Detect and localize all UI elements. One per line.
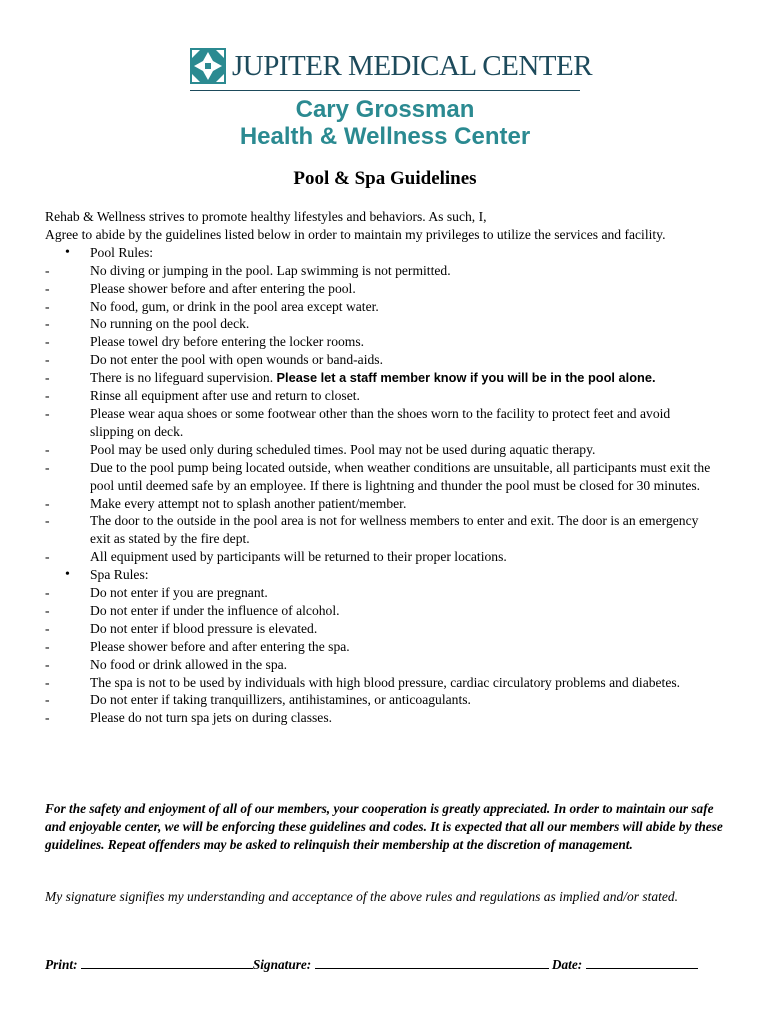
date-field[interactable] [586, 956, 698, 969]
print-field[interactable] [81, 956, 253, 969]
list-item [45, 656, 717, 674]
rule-text: Please wear aqua shoes or some footwear other than the shoes worn to the facility to protect feet and avoid slipping on deck. [90, 405, 671, 439]
page-title: Pool & Spa Guidelines [293, 168, 477, 189]
dash-icon: - [45, 370, 50, 386]
rule-text: Due to the pool pump being located outside, when weather conditions are unsuitable, all participants must exit the pool until deemed safe by an employee. If there is lightning and thunder the pool must be closed for 30 minutes. [90, 459, 711, 493]
list-item [45, 459, 717, 495]
list-item [45, 405, 717, 441]
list-item [45, 315, 717, 333]
bullet-icon: • [65, 567, 70, 583]
rule-text: Do not enter if under the influence of alcohol. [90, 602, 340, 618]
date-label: Date: [551, 957, 583, 972]
rule-text: Do not enter the pool with open wounds or band-aids. [90, 352, 383, 368]
dash-icon: - [45, 549, 50, 565]
dash-icon: - [45, 692, 50, 708]
dash-icon: - [45, 602, 50, 618]
dash-icon: - [45, 656, 50, 672]
dash-icon: - [45, 585, 50, 601]
rule-text: No food or drink allowed in the spa. [90, 656, 288, 672]
guidelines-body [45, 208, 717, 727]
signature-line [45, 956, 725, 973]
dash-icon: - [45, 495, 50, 511]
list-item [45, 280, 717, 298]
pool-rules-heading: Pool Rules: [90, 244, 154, 260]
dash-icon: - [45, 352, 50, 368]
rule-text: Make every attempt not to splash another patient/member. [90, 495, 407, 511]
list-item [45, 351, 717, 369]
center-name-line1: Cary Grossman [295, 96, 475, 123]
signature-label: Signature: [252, 957, 312, 972]
list-item [45, 387, 717, 405]
dash-icon: - [45, 513, 50, 529]
intro-line2: Agree to abide by the guidelines listed below in order to maintain my privileges to utilize the services and facility. [45, 226, 666, 242]
list-item [45, 584, 717, 602]
list-item [45, 602, 717, 620]
list-item [45, 691, 717, 709]
management-notice: For the safety and enjoyment of all of our members, your cooperation is greatly appreciated. In order to maintain our safe and enjoyable center, we will be enforcing these guidelines and codes. It is expected that all our members will abide by these guidelines. Repeat offenders may be asked to relinquish their membership at the discretion of management. [45, 801, 723, 852]
list-item [45, 620, 717, 638]
rule-text: The spa is not to be used by individuals with high blood pressure, cardiac circulatory problems and diabetes. [90, 674, 681, 690]
list-item [45, 495, 717, 513]
signature-field[interactable] [315, 956, 549, 969]
spa-rules-heading-item [45, 566, 717, 584]
dash-icon: - [45, 334, 50, 350]
center-name-line2: Health & Wellness Center [239, 123, 531, 150]
list-item [45, 709, 717, 727]
rule-text: No food, gum, or drink in the pool area except water. [90, 298, 379, 314]
signature-acknowledgement: My signature signifies my understanding and acceptance of the above rules and regulations as implied and/or stated. [45, 889, 679, 904]
dash-icon: - [45, 674, 50, 690]
pool-rules-list [45, 244, 717, 727]
dash-icon: - [45, 316, 50, 332]
rule-text: Pool may be used only during scheduled times. Pool may not be used during aquatic therapy. [90, 441, 596, 457]
dash-icon: - [45, 620, 50, 636]
list-item [45, 333, 717, 351]
list-item [45, 512, 717, 548]
intro-line1: Rehab & Wellness strives to promote healthy lifestyles and behaviors. As such, I, [45, 209, 487, 224]
rule-text: Do not enter if you are pregnant. [90, 585, 268, 601]
pool-rules-heading-item [45, 244, 717, 262]
dash-icon: - [45, 441, 50, 457]
list-item [45, 638, 717, 656]
list-item [45, 369, 717, 387]
rule-text: All equipment used by participants will be returned to their proper locations. [90, 549, 507, 565]
print-label: Print: [45, 957, 78, 972]
dash-icon: - [45, 388, 50, 404]
jupiter-medical-logo-icon [190, 48, 226, 84]
dash-icon: - [45, 710, 50, 726]
list-item [45, 441, 717, 459]
dash-icon: - [45, 459, 50, 475]
dash-icon: - [45, 280, 50, 296]
list-item [45, 298, 717, 316]
rule-text: Please shower before and after entering the pool. [90, 280, 356, 296]
logo [190, 44, 593, 88]
rule-text: Please do not turn spa jets on during classes. [90, 710, 333, 726]
list-item [45, 262, 717, 280]
rule-text: Please towel dry before entering the locker rooms. [90, 334, 365, 350]
bullet-icon: • [65, 244, 70, 260]
dash-icon: - [45, 262, 50, 278]
rule-text: Rinse all equipment after use and return to closet. [90, 388, 360, 404]
org-name: JUPITER MEDICAL CENTER [232, 50, 593, 82]
dash-icon: - [45, 298, 50, 314]
rule-text: Do not enter if taking tranquillizers, antihistamines, or anticoagulants. [90, 692, 471, 708]
rule-text: No diving or jumping in the pool. Lap swimming is not permitted. [90, 262, 451, 278]
list-item [45, 674, 717, 692]
rule-text: There is no lifeguard supervision. [90, 370, 274, 386]
dash-icon: - [45, 638, 50, 654]
intro [45, 208, 717, 244]
rule-text: Please shower before and after entering the spa. [90, 638, 350, 654]
spa-rules-heading: Spa Rules: [90, 567, 149, 583]
lifeguard-emphasis: Please let a staff member know if you will be in the pool alone. [276, 370, 656, 386]
rule-text: Do not enter if blood pressure is elevated. [90, 620, 318, 636]
header-divider [190, 90, 580, 91]
dash-icon: - [45, 405, 50, 421]
rule-text: The door to the outside in the pool area is not for wellness members to enter and exit. The door is an emergency exit as stated by the fire dept. [90, 513, 699, 547]
list-item [45, 548, 717, 566]
rule-text: No running on the pool deck. [90, 316, 250, 332]
